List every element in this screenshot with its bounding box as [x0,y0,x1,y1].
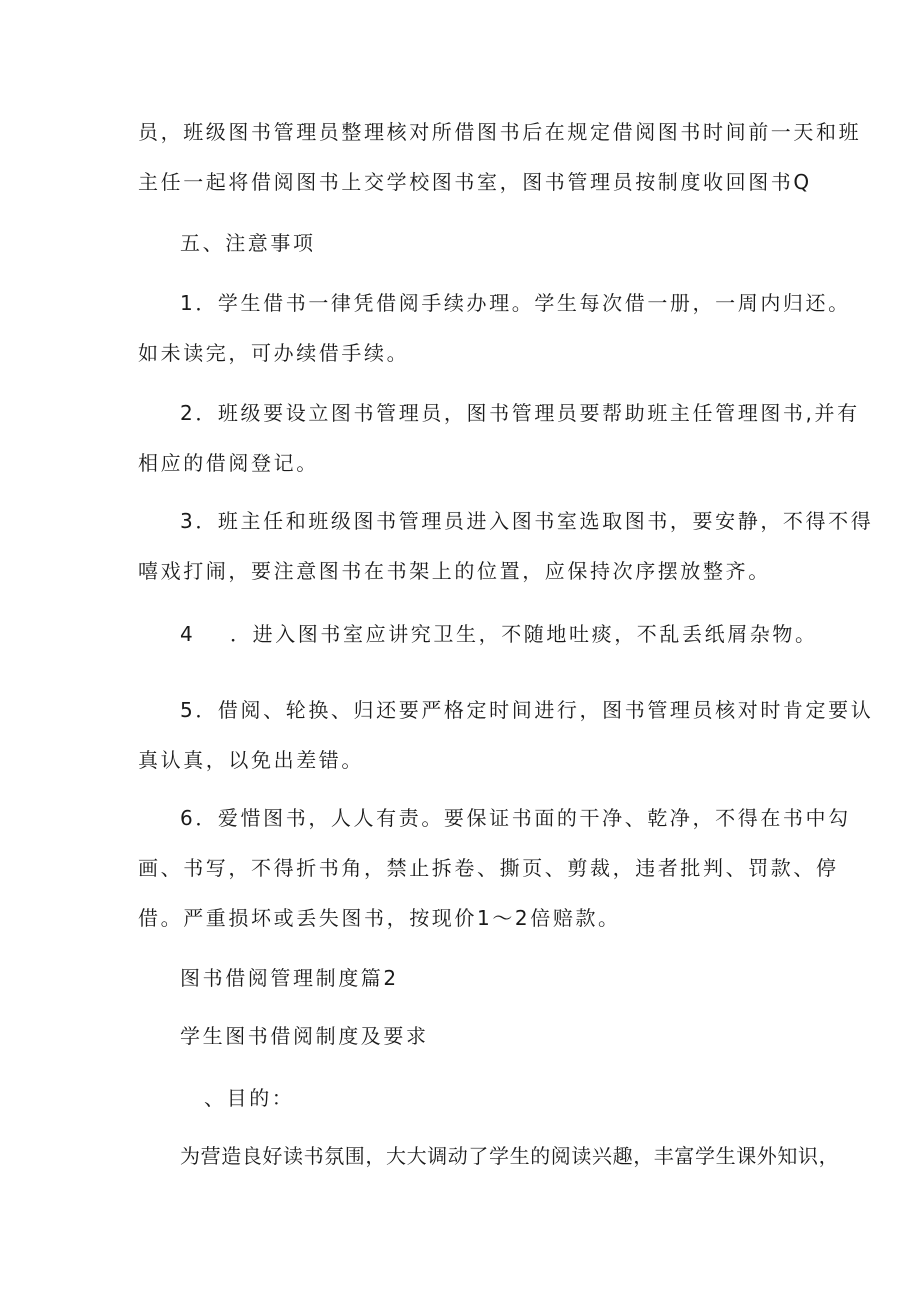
list-item-6-line-2: 画、书写，不得折书角，禁止拆卷、撕页、剪裁，违者批判、罚款、停 [138,856,839,880]
list-item-4-text: ．进入图书室应讲究卫生，不随地吐痰，不乱丢纸屑杂物。 [230,622,818,646]
list-item-1-line-1: 1．学生借书一律凭借阅手续办理。学生每次借一册，一周内归还。 [180,291,851,315]
list-item-4-number: 4 [180,622,196,646]
list-item-2-line-1: 2．班级要设立图书管理员，图书管理员要帮助班主任管理图书,并有 [180,401,860,425]
list-item-3-line-2: 嘻戏打闹，要注意图书在书架上的位置，应保持次序摆放整齐。 [138,559,771,583]
list-item-5-line-2: 真认真，以免出差错。 [138,748,364,772]
list-item-6-line-1: 6．爱惜图书，人人有责。要保证书面的干净、乾净，不得在书中勾 [180,806,851,830]
list-item-3-line-1: 3．班主任和班级图书管理员进入图书室选取图书，要安静，不得不得 [180,509,874,533]
paragraph-line: 主任一起将借阅图书上交学校图书室，图书管理员按制度收回图书Q [138,170,812,194]
article-title: 图书借阅管理制度篇2 [180,966,399,990]
list-item-1-line-2: 如未读完，可办续借手续。 [138,341,410,365]
list-item-5-line-1: 5．借阅、轮换、归还要严格定时间进行，图书管理员核对时肯定要认 [180,698,874,722]
article-subtitle: 学生图书借阅制度及要求 [180,1024,429,1048]
list-item-6-line-3: 借。严重损坏或丢失图书，按现价1～2倍赔款。 [138,906,621,930]
paragraph-line: 员，班级图书管理员整理核对所借图书后在规定借阅图书时间前一天和班 [138,120,862,144]
list-item-2-line-2: 相应的借阅登记。 [138,451,319,475]
section-heading: 五、注意事项 [180,231,316,255]
paragraph-line: 为营造良好读书氛围，大大调动了学生的阅读兴趣，丰富学生课外知识， [180,1144,840,1168]
section-heading-purpose: 、目的： [204,1086,295,1110]
